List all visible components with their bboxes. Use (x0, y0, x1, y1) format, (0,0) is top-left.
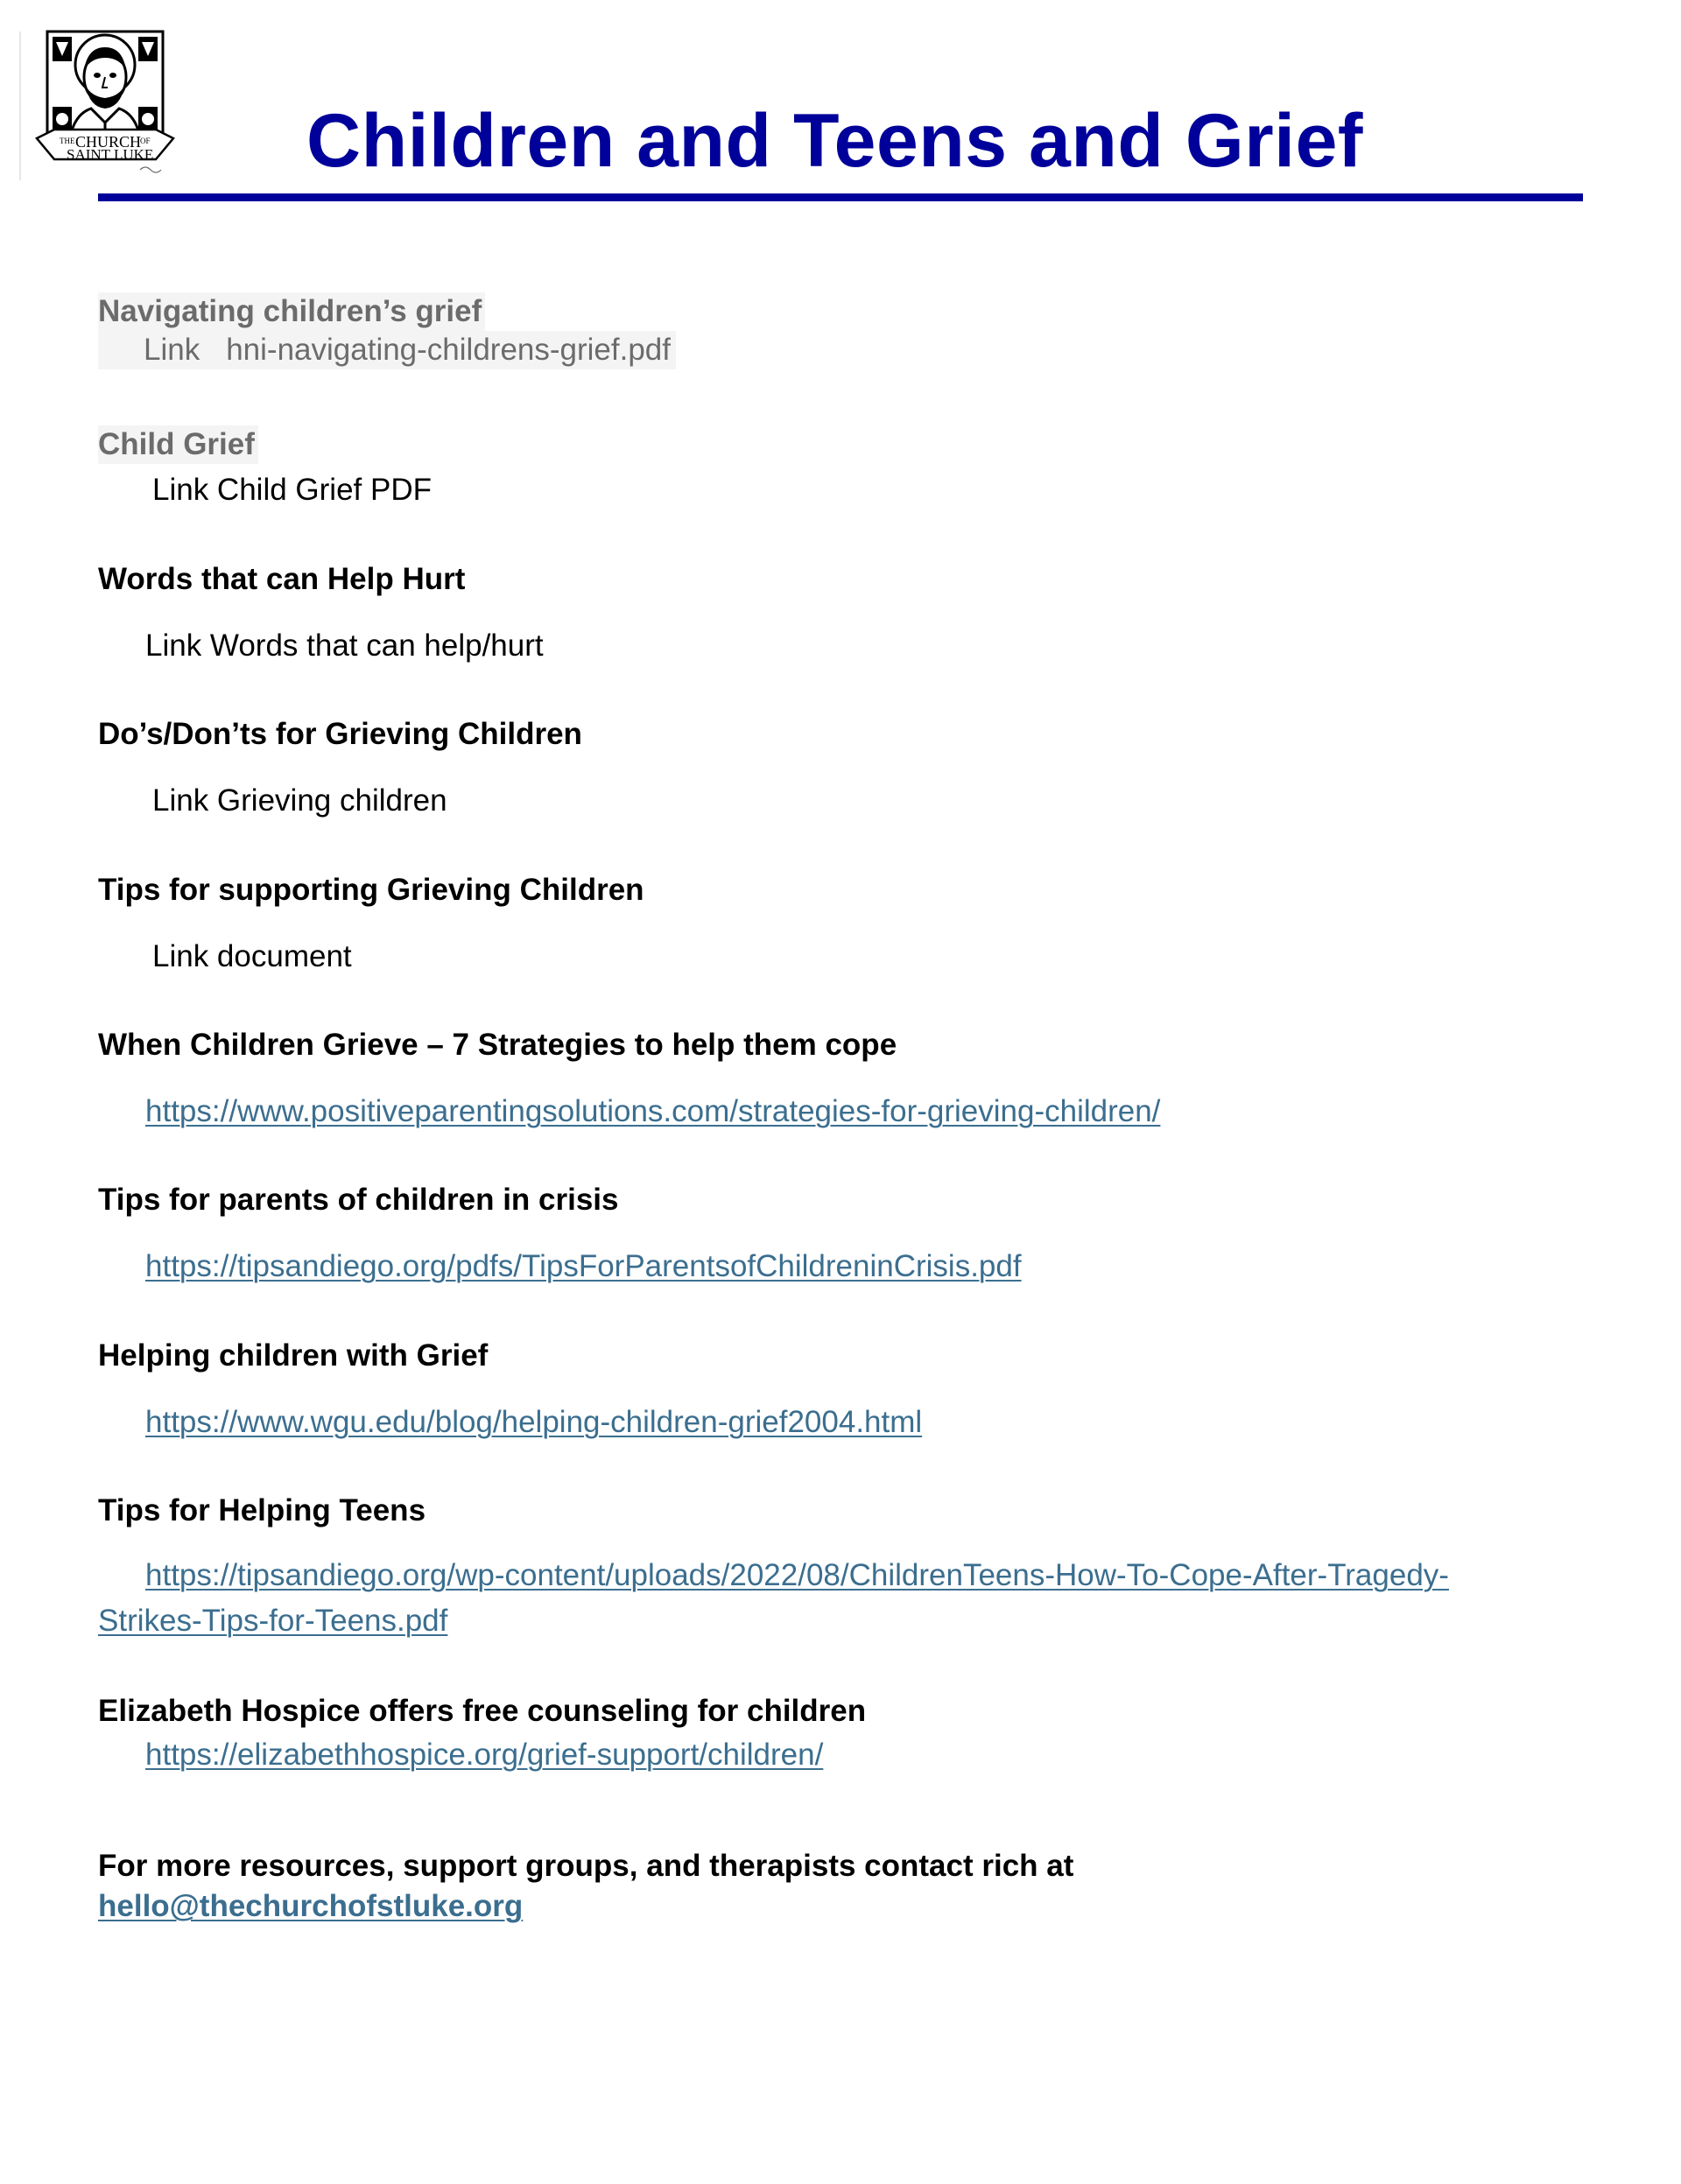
section-elizabeth-hospice (98, 1692, 1586, 1774)
link-label: Link (144, 333, 200, 367)
saint-luke-portrait-icon (35, 26, 175, 180)
section-tips-supporting-grieving-children (98, 871, 1586, 976)
section-words-that-can-help-hurt (98, 560, 1586, 665)
left-divider (19, 32, 21, 180)
church-logo (35, 26, 175, 180)
resource-url[interactable]: https://tipsandiego.org/pdfs/TipsForParentsofChildreninCrisis.pdf (145, 1249, 1022, 1283)
resource-link[interactable]: Link document (152, 939, 352, 973)
section-tips-parents-crisis (98, 1181, 1586, 1286)
section-heading: Elizabeth Hospice offers free counseling for children (98, 1694, 867, 1728)
resource-url[interactable]: https://elizabethhospice.org/grief-support/children/ (145, 1738, 824, 1772)
link-filename: hni-navigating-childrens-grief.pdf (226, 333, 671, 367)
section-tips-helping-teens (98, 1492, 1586, 1644)
section-heading: Words that can Help Hurt (98, 562, 466, 596)
resource-url-line2[interactable]: Strikes-Tips-for-Teens.pdf (98, 1604, 448, 1638)
resource-link[interactable]: Link Grieving children (152, 783, 447, 818)
section-dos-donts (98, 715, 1586, 820)
svg-text:CHURCH: CHURCH (75, 133, 142, 151)
page-title: Children and Teens and Grief (306, 99, 1364, 183)
section-heading: When Children Grieve – 7 Strategies to help them cope (98, 1028, 897, 1062)
contact-email-link[interactable]: hello@thechurchofstluke.org (98, 1889, 524, 1923)
svg-text:SAINT LUKE: SAINT LUKE (67, 146, 154, 163)
resource-url-line1[interactable]: https://tipsandiego.org/wp-content/uploads/2022/08/ChildrenTeens-How-To-Cope-After-Tragedy- (145, 1558, 1449, 1592)
section-heading: Child Grief (98, 425, 258, 464)
contact-text: For more resources, support groups, and therapists contact rich at (98, 1849, 1074, 1883)
section-navigating-childrens-grief (98, 292, 1586, 369)
title-underline (98, 193, 1583, 201)
section-helping-children-grief (98, 1337, 1586, 1442)
section-heading: Do’s/Don’ts for Grieving Children (98, 717, 582, 751)
resource-link[interactable]: Link Words that can help/hurt (145, 629, 544, 663)
section-heading: Tips for supporting Grieving Children (98, 873, 644, 907)
section-when-children-grieve (98, 1026, 1586, 1131)
contact-footer (98, 1843, 1586, 1924)
resource-url[interactable]: https://www.wgu.edu/blog/helping-children-grief2004.html (145, 1405, 923, 1439)
section-heading: Navigating children’s grief (98, 292, 485, 331)
svg-text:OF: OF (140, 137, 151, 145)
section-heading: Helping children with Grief (98, 1338, 489, 1373)
section-heading: Tips for parents of children in crisis (98, 1183, 619, 1217)
section-child-grief (98, 425, 1586, 509)
resource-url[interactable]: https://www.positiveparentingsolutions.com/strategies-for-grieving-children/ (145, 1094, 1161, 1128)
resource-link[interactable]: Link Child Grief PDF (152, 473, 432, 507)
resource-link[interactable] (98, 331, 676, 369)
section-heading: Tips for Helping Teens (98, 1493, 426, 1527)
svg-text:THE: THE (60, 137, 75, 145)
